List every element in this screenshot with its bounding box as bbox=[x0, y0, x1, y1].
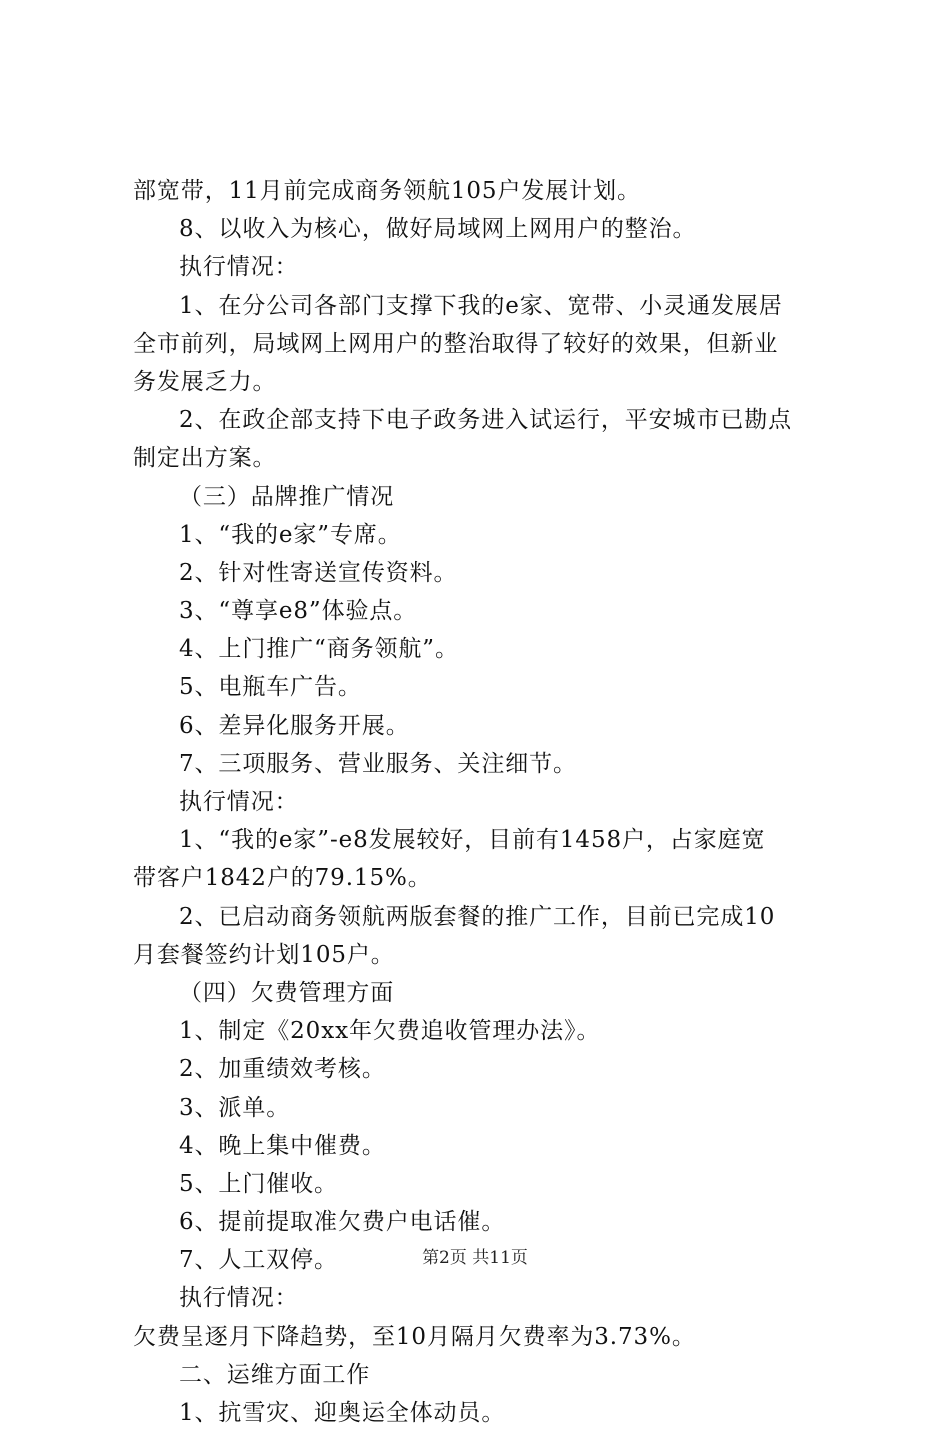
text-line: 制定出方案。 bbox=[133, 445, 277, 472]
text-line: 7、人工双停。 bbox=[179, 1247, 338, 1274]
text-line: 全市前列，局域网上网用户的整治取得了较好的效果，但新业 bbox=[133, 330, 779, 357]
text-line: 2、在政企部支持下电子政务进入试运行，平安城市已勘点 bbox=[179, 407, 793, 434]
text-line: 8、以收入为核心，做好局域网上网用户的整治。 bbox=[179, 216, 697, 243]
text-line: 1、制定《20xx年欠费追收管理办法》。 bbox=[179, 1018, 601, 1045]
text-line: 2、加重绩效考核。 bbox=[179, 1056, 386, 1083]
text-line: 月套餐签约计划105户。 bbox=[133, 941, 395, 968]
text-line: 执行情况： bbox=[179, 254, 299, 281]
text-line: 2、针对性寄送宣传资料。 bbox=[179, 559, 458, 586]
text-line: 务发展乏力。 bbox=[133, 368, 277, 395]
text-line: 1、“我的e家”专席。 bbox=[179, 521, 402, 548]
text-line: 1、“我的e家”-e8发展较好，目前有1458户，占家庭宽 bbox=[179, 827, 766, 854]
text-line: 3、派单。 bbox=[179, 1094, 291, 1121]
text-line: 4、晚上集中催费。 bbox=[179, 1132, 386, 1159]
text-line: 带客户1842户的79.15%。 bbox=[133, 865, 432, 892]
text-line: 5、电瓶车广告。 bbox=[179, 674, 362, 701]
text-line: 1、抗雪灾、迎奥运全体动员。 bbox=[179, 1400, 506, 1426]
text-line: 欠费呈逐月下降趋势，至10月隔月欠费率为3.73%。 bbox=[133, 1323, 696, 1350]
text-line: 7、三项服务、营业服务、关注细节。 bbox=[179, 750, 577, 777]
text-line: 二、运维方面工作 bbox=[179, 1361, 371, 1388]
text-line: 5、上门催收。 bbox=[179, 1170, 338, 1197]
text-line: （四）欠费管理方面 bbox=[179, 979, 395, 1006]
text-line: 4、上门推广“商务领航”。 bbox=[179, 636, 459, 663]
text-line: 执行情况： bbox=[179, 789, 299, 815]
text-line: 3、“尊享e8”体验点。 bbox=[179, 598, 418, 625]
text-line: 执行情况： bbox=[179, 1285, 299, 1312]
text-line: 部宽带，11月前完成商务领航105户发展计划。 bbox=[133, 178, 641, 204]
text-line: 6、提前提取准欠费户电话催。 bbox=[179, 1209, 506, 1236]
text-line: 2、已启动商务领航两版套餐的推广工作，目前已完成10 bbox=[179, 903, 776, 930]
text-line: （三）品牌推广情况 bbox=[179, 483, 395, 510]
text-line: 6、差异化服务开展。 bbox=[179, 712, 410, 739]
page-footer: 第2页 共11页 bbox=[422, 1248, 528, 1268]
text-line: 1、在分公司各部门支撑下我的e家、宽带、小灵通发展居 bbox=[179, 292, 783, 319]
